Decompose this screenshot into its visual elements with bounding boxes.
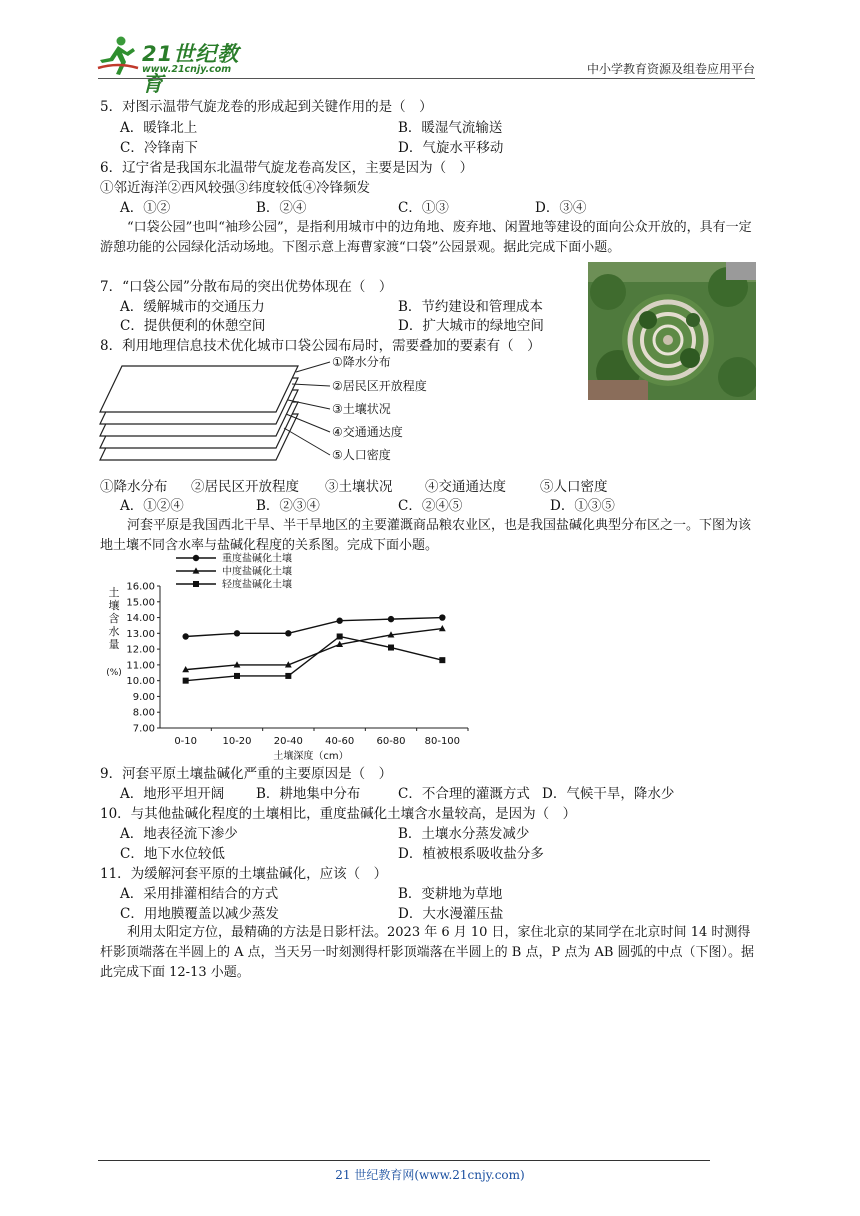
layer-label-2: ②居民区开放程度	[332, 379, 427, 393]
x-tick-label: 60-80	[376, 736, 406, 747]
data-point-2-1	[234, 673, 240, 679]
q5-option-a: A．暖锋北上	[120, 120, 198, 136]
y-tick-label: 7.00	[132, 723, 155, 735]
q8-item-3: ③土壤状况	[325, 479, 393, 495]
q7-option-d: D．扩大城市的绿地空间	[398, 318, 544, 334]
q6-option-b: B．②④	[256, 200, 307, 216]
q9-stem: 9．河套平原土壤盐碱化严重的主要原因是（ ）	[100, 766, 393, 782]
q11-option-a: A．采用排灌相结合的方式	[120, 886, 279, 902]
series-line-2	[186, 636, 443, 680]
y-tick-label: 12.00	[126, 644, 155, 656]
q8-item-5: ⑤人口密度	[540, 479, 608, 495]
q8-option-b: B．②③④	[256, 498, 320, 514]
q7-option-c: C．提供便利的休憩空间	[120, 318, 266, 334]
data-point-0-0	[182, 633, 188, 639]
q11-option-b: B．变耕地为草地	[398, 886, 503, 902]
data-point-2-4	[388, 645, 394, 651]
y-axis-title-char: 土	[108, 586, 120, 599]
x-tick-label: 40-60	[325, 736, 355, 747]
data-point-2-5	[439, 657, 445, 663]
y-axis-title-char: 含	[108, 612, 120, 625]
footer-divider	[98, 1160, 710, 1161]
header-platform-text: 中小学教育资源及组卷应用平台	[586, 62, 755, 76]
y-axis-unit: (%)	[106, 668, 122, 678]
x-tick-label: 10-20	[222, 736, 252, 747]
soil-moisture-line-chart	[98, 552, 478, 762]
y-tick-label: 15.00	[126, 597, 155, 609]
q8-stem: 8．利用地理信息技术优化城市口袋公园布局时，需要叠加的要素有（ ）	[100, 338, 541, 354]
data-point-0-3	[336, 618, 342, 624]
y-tick-label: 14.00	[126, 613, 155, 625]
y-tick-label: 16.00	[126, 581, 155, 593]
q9-option-a: A．地形平坦开阔	[120, 786, 225, 802]
logo	[96, 34, 261, 96]
legend-label-1: 中度盐碱化土壤	[222, 566, 292, 578]
q6-option-d: D．③④	[535, 200, 587, 216]
q8-option-c: C．②④⑤	[398, 498, 463, 514]
y-tick-label: 11.00	[126, 660, 155, 672]
y-axis-title-char: 壤	[108, 599, 120, 612]
park-intro-paragraph: “口袋公园”也叫“袖珍公园”，是指利用城市中的边角地、废弃地、闲置地等建设的面向公众开放的，具有一定游憩功能的公园绿化活动场地。下图示意上海曹家渡“口袋”公园景观。据此完成下面小题。	[100, 220, 752, 255]
layer-label-1: ①降水分布	[332, 355, 391, 369]
q6-option-c: C．①③	[398, 200, 449, 216]
x-tick-label: 80-100	[424, 736, 461, 747]
sundial-intro-paragraph: 利用太阳定方位，最精确的方法是日影杆法。2023 年 6 月 10 日，家住北京的某同学在北京时间 14 时测得杆影顶端落在半圆上的 A 点，当天另一时刻测得杆影顶端落在半圆上的 B 点，P 点为 AB 圆弧的中点（下图）。据此完成下面 12-13 小题。	[100, 925, 755, 980]
q11-option-d: D．大水漫灌压盐	[398, 906, 504, 922]
q9-option-b: B．耕地集中分布	[256, 786, 361, 802]
data-point-2-3	[337, 633, 343, 639]
legend-marker-0	[193, 555, 199, 561]
layer-label-3: ③土壤状况	[332, 402, 391, 416]
q6-items: ①邻近海洋②西风较强③纬度较低④冷锋频发	[100, 180, 370, 196]
x-tick-label: 20-40	[273, 736, 303, 747]
q10-option-a: A．地表径流下渗少	[120, 826, 238, 842]
y-tick-label: 13.00	[126, 628, 155, 640]
q7-stem: 7．“口袋公园”分散布局的突出优势体现在（ ）	[100, 279, 393, 295]
data-point-0-5	[439, 614, 445, 620]
q7-option-a: A．缓解城市的交通压力	[120, 299, 265, 315]
q9-option-d: D．气候干旱，降水少	[542, 786, 675, 802]
q8-item-4: ④交通通达度	[425, 479, 506, 495]
q10-stem: 10．与其他盐碱化程度的土壤相比，重度盐碱化土壤含水量较高，是因为（ ）	[100, 806, 577, 822]
q8-option-d: D．①③⑤	[550, 498, 615, 514]
y-tick-label: 10.00	[126, 676, 155, 688]
data-point-2-0	[183, 678, 189, 684]
q5-option-b: B．暖湿气流输送	[398, 120, 503, 136]
q10-option-d: D．植被根系吸收盐分多	[398, 846, 544, 862]
q9-option-c: C．不合理的灌溉方式	[398, 786, 530, 802]
legend-marker-2	[193, 581, 199, 587]
q8-option-a: A．①②④	[120, 498, 184, 514]
hetao-intro-paragraph: 河套平原是我国西北干旱、半干旱地区的主要灌溉商品粮农业区，也是我国盐碱化典型分布区之一。下图为该地土壤不同含水率与盐碱化程度的关系图。完成下面小题。	[100, 518, 752, 553]
q8-item-1: ①降水分布	[100, 479, 168, 495]
q11-option-c: C．用地膜覆盖以减少蒸发	[120, 906, 279, 922]
y-axis-title-char: 量	[108, 638, 120, 651]
q5-option-d: D．气旋水平移动	[398, 140, 504, 156]
logo-main-text: 21世纪教育	[142, 42, 240, 96]
y-axis-title-char: 水	[108, 625, 120, 638]
y-tick-label: 9.00	[132, 691, 155, 703]
y-tick-label: 8.00	[132, 707, 155, 719]
q10-option-b: B．土壤水分蒸发减少	[398, 826, 530, 842]
layer-1	[100, 366, 298, 412]
runner-logo-icon	[96, 34, 140, 78]
data-point-0-4	[388, 616, 394, 622]
q5-stem: 5．对图示温带气旋龙卷的形成起到关键作用的是（ ）	[100, 99, 433, 115]
q11-stem: 11．为缓解河套平原的土壤盐碱化，应该（ ）	[100, 866, 388, 882]
data-point-1-5	[439, 625, 446, 631]
q5-option-c: C．冷锋南下	[120, 140, 198, 156]
q6-option-a: A．①②	[120, 200, 171, 216]
header-divider	[98, 78, 755, 79]
gis-layers-diagram	[98, 352, 428, 478]
pocket-park-photo	[588, 262, 756, 400]
q10-option-c: C．地下水位较低	[120, 846, 225, 862]
q7-option-b: B．节约建设和管理成本	[398, 299, 543, 315]
logo-url-text: www.21cnjy.com	[142, 64, 232, 75]
legend-label-2: 轻度盐碱化土壤	[222, 579, 292, 591]
x-tick-label: 0-10	[174, 736, 198, 747]
q6-stem: 6．辽宁省是我国东北温带气旋龙卷高发区，主要是因为（ ）	[100, 160, 474, 176]
q8-item-2: ②居民区开放程度	[191, 479, 299, 495]
footer-link[interactable]: 21 世纪教育网(www.21cnjy.com)	[335, 1168, 525, 1182]
data-point-0-1	[234, 630, 240, 636]
layer-label-5: ⑤人口密度	[332, 448, 391, 462]
layer-label-4: ④交通通达度	[332, 425, 403, 439]
data-point-2-2	[285, 673, 291, 679]
legend-label-0: 重度盐碱化土壤	[222, 553, 292, 565]
x-axis-title: 土壤深度（cm）	[273, 751, 349, 762]
data-point-0-2	[285, 630, 291, 636]
